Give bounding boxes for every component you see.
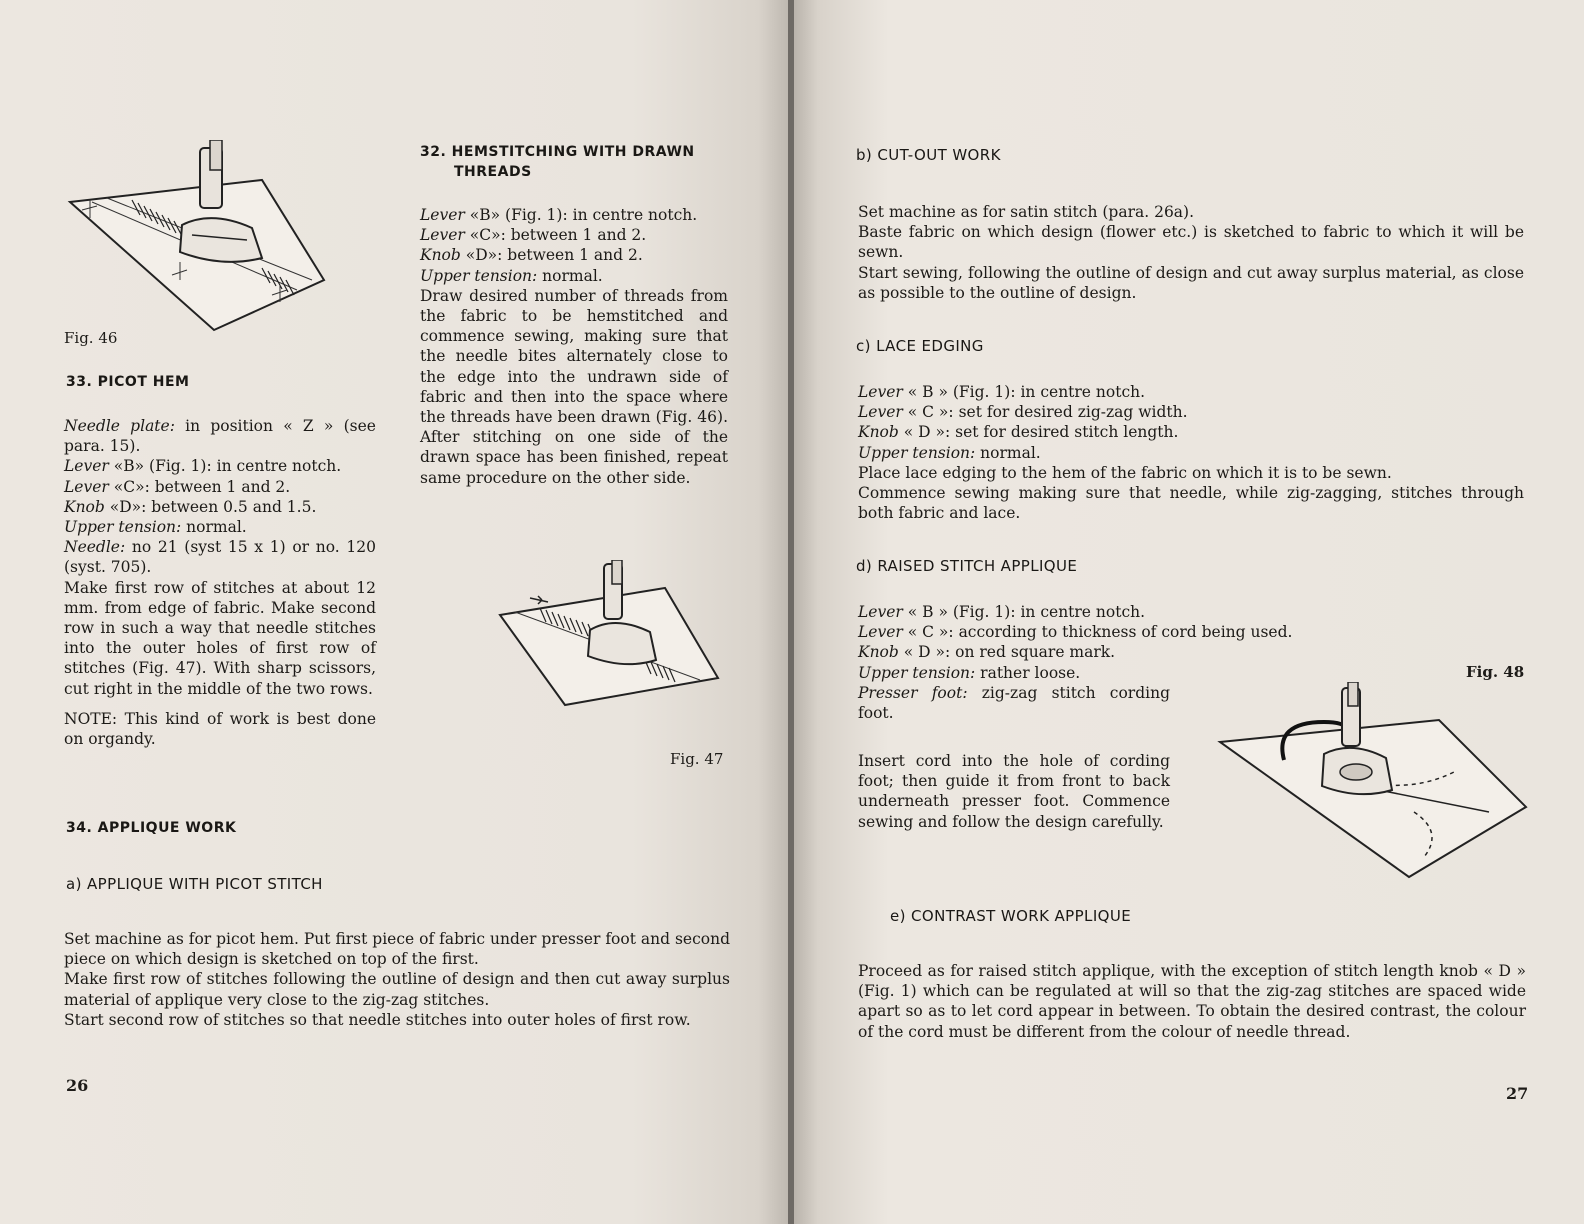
sub-d-text: Insert cord into the hole of cording foot; then guide it from front to back underneath presser foot. Commence sewing and follow the design carefully. [858, 752, 1170, 831]
sec33-text: Make first row of stitches at about 12 mm. from edge of fabric. Make second row in such a way that needle stitches into the outer holes of first row of stitches (Fig. 47). With sharp scissors, cut right in the middle of the two rows. [64, 578, 376, 698]
sec32-setting-row: Lever «B» (Fig. 1): in centre notch. [420, 206, 698, 224]
page-number-left: 26 [66, 1076, 89, 1095]
fig46-illustration [62, 140, 332, 340]
fig47-illustration [480, 560, 730, 710]
sec33-setting-row: Upper tension: normal. [64, 518, 247, 537]
sub-c-para2: Commence sewing making sure that needle, while zig-zagging, stitches through both fabric and lace. [858, 484, 1524, 523]
sec34-para1: Set machine as for picot hem. Put first piece of fabric under presser foot and second piece on which design is sketched on top of the first. [64, 930, 730, 969]
sub-b-text [858, 202, 1524, 303]
sec32-setting-row: Knob «D»: between 1 and 2. [420, 246, 643, 265]
sub-e-heading: e) CONTRAST WORK APPLIQUE [890, 907, 1132, 925]
sub-c-heading: c) LACE EDGING [856, 337, 984, 355]
fig48-illustration [1214, 682, 1534, 882]
sec34-sub-a-heading: a) APPLIQUE WITH PICOT STITCH [66, 875, 323, 893]
sec32-setting-row: Lever «C»: between 1 and 2. [420, 226, 647, 245]
sub-d-setting-row: Knob « D »: on red square mark. [858, 643, 1116, 662]
sec33-note: NOTE: This kind of work is best done on organdy. [64, 709, 376, 749]
sub-d-setting-row: Presser foot: zig-zag stitch cording foot. [858, 684, 1171, 723]
sub-d-presser-foot [858, 683, 1170, 723]
sec34-text [64, 929, 730, 1030]
right-page [794, 0, 1584, 1224]
sub-b-para1: Set machine as for satin stitch (para. 26a). [858, 203, 1195, 221]
left-page [0, 0, 790, 1224]
sec34-para3: Start second row of stitches so that needle stitches into outer holes of first row. [64, 1010, 691, 1029]
fig46-label: Fig. 46 [64, 329, 118, 347]
sub-b-para3: Start sewing, following the outline of design and cut away surplus material, as close as possible to the outline of design. [858, 263, 1524, 302]
sec32-text: Draw desired number of threads from the fabric to be hemstitched and commence sewing, making sure that the needle bites alternately close to the edge into the undrawn side of fabric and then into the space where the threads have been drawn (Fig. 46). After stitching on one side of the drawn space has been finished, repeat same procedure on the other side. [420, 286, 728, 487]
sec34-para2: Make first row of stitches following the outline of design and then cut away surplus material of applique very close to the zig-zag stitches. [64, 970, 730, 1009]
sec32-heading: 32. HEMSTITCHING WITH DRAWN THREADS [420, 144, 695, 180]
sec33-setting-row: Needle: no 21 (syst 15 x 1) or no. 120 (syst. 705). [64, 538, 376, 577]
sub-d-setting-row: Lever « C »: according to thickness of cord being used. [858, 623, 1293, 642]
sub-e-text: Proceed as for raised stitch applique, with the exception of stitch length knob « D » (Fig. 1) which can be regulated at will so that the zig-zag stitches are spaced wide apart so as to let cord appear in between. To obtain the desired contrast, the colour of the cord must be different from the colour of needle thread. [858, 962, 1526, 1041]
fig47-label: Fig. 47 [670, 750, 724, 768]
sec32-setting-row: Upper tension: normal. [420, 266, 603, 285]
sec34-heading: 34. APPLIQUE WORK [66, 820, 237, 836]
sub-c-setting-row: Lever « B » (Fig. 1): in centre notch. [858, 383, 1146, 401]
sub-b-heading: b) CUT-OUT WORK [856, 146, 1001, 164]
sec33-settings [64, 416, 376, 749]
sub-d-heading: d) RAISED STITCH APPLIQUE [856, 557, 1078, 575]
sub-d-setting-row: Lever « B » (Fig. 1): in centre notch. [858, 603, 1146, 621]
sec33-heading: 33. PICOT HEM [66, 374, 190, 390]
sec32-settings [420, 205, 728, 488]
page-number-right: 27 [1506, 1084, 1529, 1103]
sub-c-setting-row: Knob « D »: set for desired stitch length. [858, 423, 1179, 442]
sec33-setting-row: Lever «C»: between 1 and 2. [64, 477, 291, 496]
sub-c-text [858, 382, 1524, 523]
sec33-setting-row: Knob «D»: between 0.5 and 1.5. [64, 497, 317, 516]
sub-b-para2: Baste fabric on which design (flower etc.) is sketched to fabric to which it will be sewn. [858, 223, 1524, 262]
sub-d-setting-row: Upper tension: rather loose. [858, 663, 1081, 682]
sub-c-para1: Place lace edging to the hem of the fabric on which it is to be sewn. [858, 463, 1392, 482]
sub-c-setting-row: Lever « C »: set for desired zig-zag width. [858, 403, 1188, 422]
sec33-setting-row: Needle plate: in position « Z » (see para. 15). [64, 417, 376, 456]
sec33-setting-row: Lever «B» (Fig. 1): in centre notch. [64, 457, 342, 476]
sub-c-setting-row: Upper tension: normal. [858, 443, 1041, 462]
fig48-label: Fig. 48 [1466, 663, 1525, 681]
sub-d-settings [858, 602, 1418, 683]
